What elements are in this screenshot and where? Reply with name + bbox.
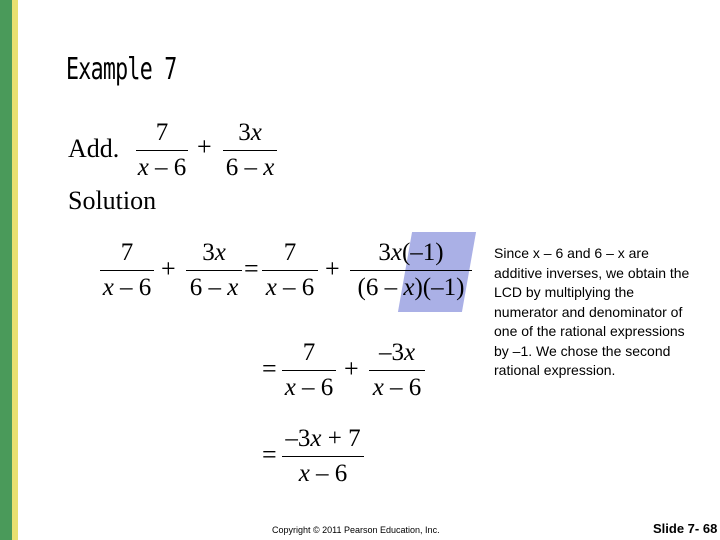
variable: x xyxy=(284,374,296,401)
variable: x xyxy=(265,274,277,301)
variable: x xyxy=(298,460,310,487)
step2-fraction-a xyxy=(282,338,336,403)
fraction-denominator xyxy=(223,153,277,183)
fraction-numerator xyxy=(350,238,472,268)
numerator-rest: + 7 xyxy=(321,425,361,452)
step1-fraction-d xyxy=(350,238,472,303)
variable: x xyxy=(227,274,239,301)
plus-sign: + xyxy=(344,354,359,383)
fraction-denominator xyxy=(100,273,154,303)
fraction-bar xyxy=(223,150,277,151)
solution-label: Solution xyxy=(68,186,157,215)
variable: x xyxy=(310,425,322,452)
variable: x xyxy=(403,274,415,301)
variable: x xyxy=(390,239,402,266)
equals-sign: = xyxy=(244,254,259,283)
left-accent-bar xyxy=(0,0,12,540)
denominator-rest: – 6 xyxy=(113,274,152,301)
fraction-numerator: 7 xyxy=(283,239,297,266)
coefficient: –3 xyxy=(378,339,404,366)
variable: x xyxy=(250,119,262,146)
fraction-numerator xyxy=(369,338,425,368)
fraction-numerator: 7 xyxy=(302,339,316,366)
variable: x xyxy=(403,339,416,366)
denominator-rest: – 6 xyxy=(383,374,422,401)
fraction-denominator xyxy=(282,373,336,403)
left-accent-stripe xyxy=(12,0,18,540)
coefficient: 3 xyxy=(238,119,251,146)
fraction-numerator: 7 xyxy=(120,239,134,266)
step1-fraction-b xyxy=(186,238,242,303)
plus-sign: + xyxy=(325,254,340,283)
fraction-bar xyxy=(282,370,336,371)
variable: x xyxy=(372,374,384,401)
copyright-text: Copyright © 2011 Pearson Education, Inc. xyxy=(272,525,440,535)
fraction-bar xyxy=(282,456,364,457)
fraction-bar xyxy=(262,270,318,271)
coefficient: 3 xyxy=(378,239,391,266)
denominator-rest: – 6 xyxy=(148,154,187,181)
variable: x xyxy=(214,239,226,266)
slide-title: Example 7 xyxy=(66,52,177,87)
fraction-denominator xyxy=(282,459,364,489)
fraction-denominator xyxy=(186,273,242,303)
fraction-bar xyxy=(369,370,425,371)
denominator-start: 6 – xyxy=(225,154,264,181)
denominator-start: (6 – xyxy=(357,274,404,301)
fraction-bar xyxy=(136,150,188,151)
denominator-rest: – 6 xyxy=(295,374,334,401)
fraction-numerator xyxy=(223,118,277,148)
step2-fraction-b xyxy=(369,338,425,403)
negative-one-factor: )(–1) xyxy=(414,274,465,301)
fraction-bar xyxy=(186,270,242,271)
fraction-denominator xyxy=(262,273,318,303)
plus-sign: + xyxy=(197,132,212,161)
explanation-note: Since x – 6 and 6 – x are additive inverses, we obtain the LCD by multiplying the numerator and denominator of one of the rational expressions by –1. We chose the second rational expression. xyxy=(494,245,690,378)
equals-sign: = xyxy=(262,354,277,383)
slide-number: Slide 7- 68 xyxy=(653,521,718,536)
fraction-numerator xyxy=(282,424,364,454)
fraction-denominator xyxy=(350,273,472,303)
coefficient: 3 xyxy=(202,239,215,266)
step3-fraction xyxy=(282,424,364,489)
fraction-denominator xyxy=(136,153,188,183)
denominator-start: 6 – xyxy=(189,274,228,301)
variable: x xyxy=(102,274,114,301)
equals-sign: = xyxy=(262,440,277,469)
step1-fraction-c xyxy=(262,238,318,303)
fraction-bar xyxy=(350,270,472,271)
fraction-numerator: 7 xyxy=(155,119,169,146)
variable: x xyxy=(137,154,149,181)
negative-one-factor: (–1) xyxy=(401,239,444,266)
problem-fraction-1 xyxy=(136,118,188,183)
denominator-rest: – 6 xyxy=(276,274,315,301)
coefficient: –3 xyxy=(285,425,311,452)
plus-sign: + xyxy=(161,254,176,283)
fraction-denominator xyxy=(369,373,425,403)
add-label: Add. xyxy=(68,134,120,163)
variable: x xyxy=(263,154,275,181)
fraction-bar xyxy=(100,270,154,271)
problem-fraction-2 xyxy=(223,118,277,183)
denominator-rest: – 6 xyxy=(309,460,348,487)
fraction-numerator xyxy=(186,238,242,268)
step1-fraction-a xyxy=(100,238,154,303)
